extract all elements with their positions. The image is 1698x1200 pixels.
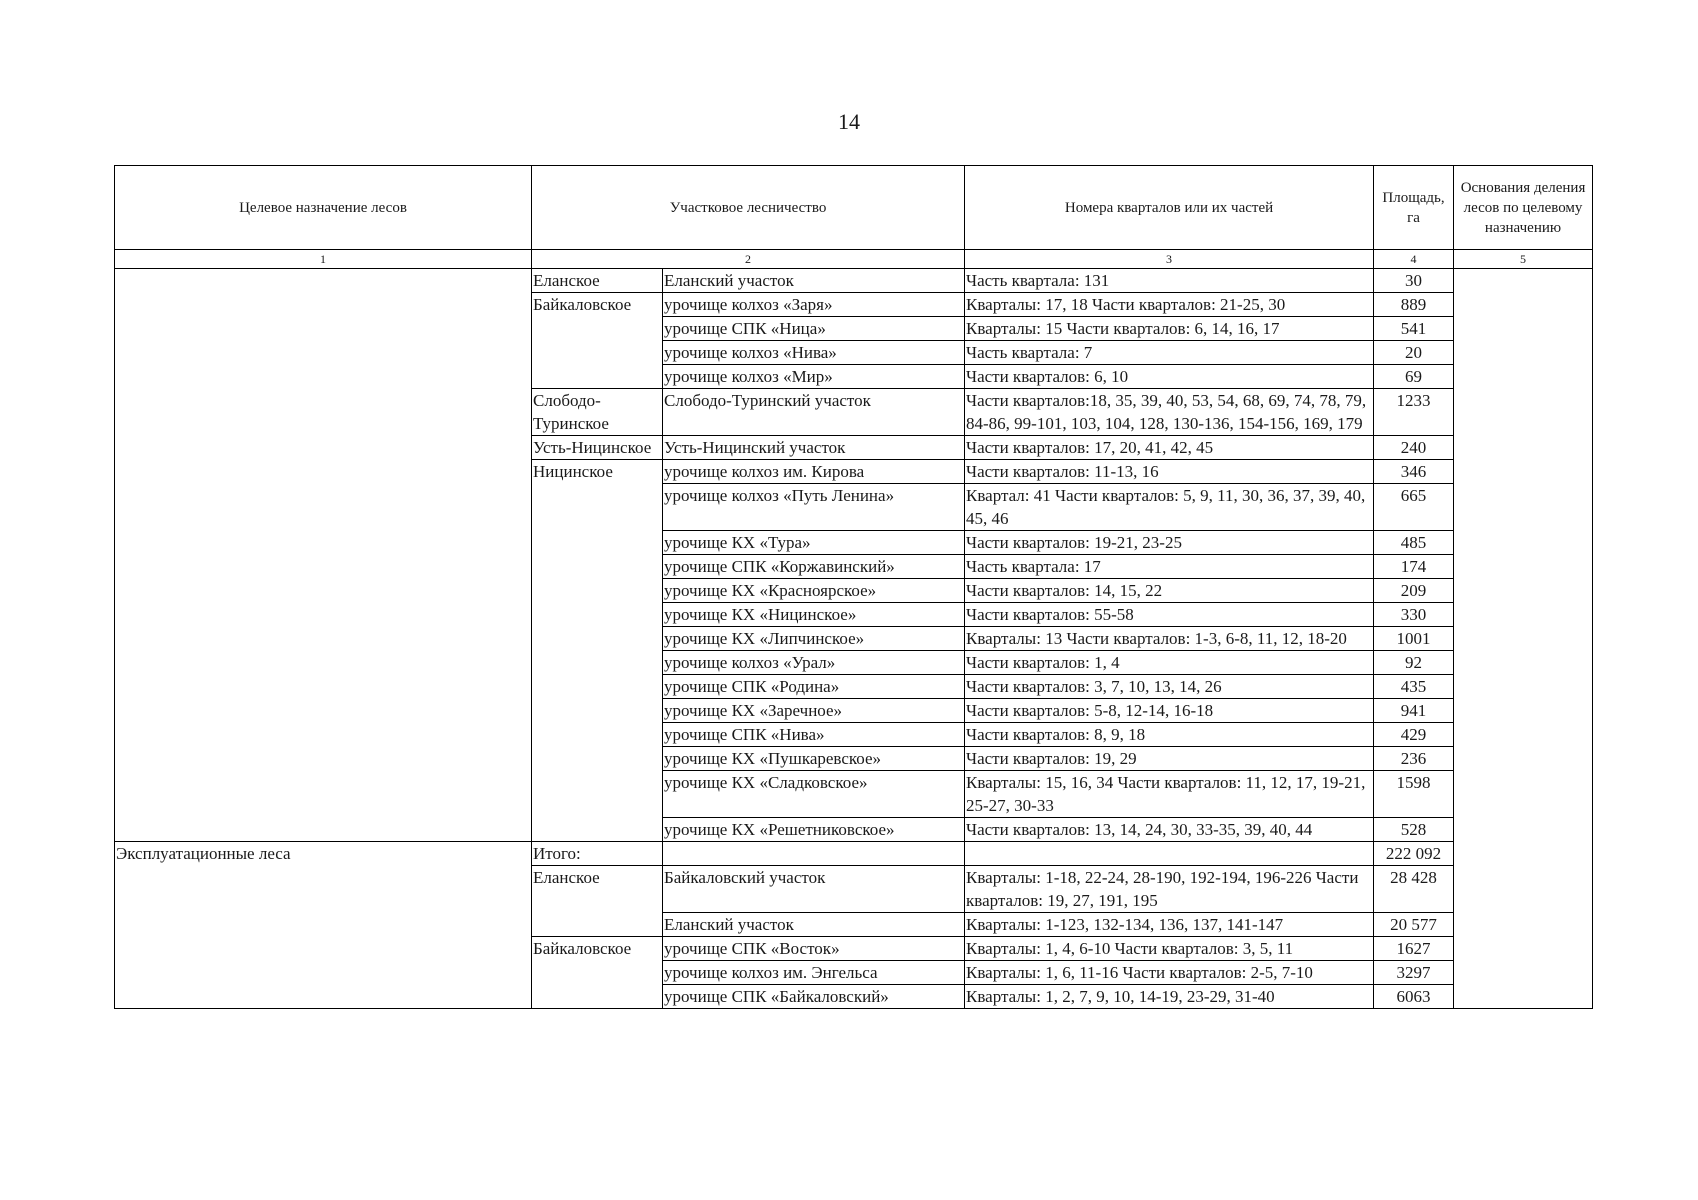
quarters-cell: Кварталы: 1-18, 22-24, 28-190, 192-194, 196-226 Части кварталов: 19, 27, 191, 195 [965, 866, 1374, 913]
column-number: 1 [115, 250, 532, 269]
area-cell: 541 [1374, 317, 1454, 341]
tract-cell: урочище СПК «Восток» [663, 937, 965, 961]
forestry-cell: Байкаловское [532, 937, 663, 1009]
tract-cell [663, 842, 965, 866]
area-cell: 941 [1374, 699, 1454, 723]
forestry-cell: Слободо-Туринское [532, 389, 663, 436]
area-cell: 330 [1374, 603, 1454, 627]
header-forestry: Участковое лесничество [532, 166, 965, 250]
tract-cell: урочище колхоз «Урал» [663, 651, 965, 675]
tract-cell: урочище колхоз «Мир» [663, 365, 965, 389]
quarters-cell: Кварталы: 1, 6, 11-16 Части кварталов: 2-5, 7-10 [965, 961, 1374, 985]
tract-cell: урочище КХ «Заречное» [663, 699, 965, 723]
quarters-cell: Части кварталов: 1, 4 [965, 651, 1374, 675]
area-cell: 174 [1374, 555, 1454, 579]
column-number: 5 [1454, 250, 1593, 269]
quarters-cell: Части кварталов: 11-13, 16 [965, 460, 1374, 484]
forestry-cell: Усть-Ницинское [532, 436, 663, 460]
header-area: Площадь, га [1374, 166, 1454, 250]
tract-cell: урочище СПК «Родина» [663, 675, 965, 699]
area-cell: 665 [1374, 484, 1454, 531]
tract-cell: Слободо-Туринский участок [663, 389, 965, 436]
purpose-cell: Эксплуатационные леса [115, 842, 532, 1009]
page-number: 14 [838, 109, 860, 134]
table-header-row [115, 166, 1593, 250]
area-cell: 1627 [1374, 937, 1454, 961]
tract-cell: урочище колхоз им. Энгельса [663, 961, 965, 985]
area-cell: 429 [1374, 723, 1454, 747]
quarters-cell: Кварталы: 15 Части кварталов: 6, 14, 16, 17 [965, 317, 1374, 341]
quarters-cell: Кварталы: 13 Части кварталов: 1-3, 6-8, 11, 12, 18-20 [965, 627, 1374, 651]
quarters-cell: Части кварталов: 14, 15, 22 [965, 579, 1374, 603]
tract-cell: урочище КХ «Пушкаревское» [663, 747, 965, 771]
column-number: 3 [965, 250, 1374, 269]
area-cell: 30 [1374, 269, 1454, 293]
quarters-cell: Кварталы: 1-123, 132-134, 136, 137, 141-147 [965, 913, 1374, 937]
quarters-cell: Часть квартала: 131 [965, 269, 1374, 293]
quarters-cell: Части кварталов: 17, 20, 41, 42, 45 [965, 436, 1374, 460]
area-cell: 485 [1374, 531, 1454, 555]
tract-cell: урочище СПК «Коржавинский» [663, 555, 965, 579]
area-cell: 3297 [1374, 961, 1454, 985]
tract-cell: урочище колхоз им. Кирова [663, 460, 965, 484]
quarters-cell: Часть квартала: 7 [965, 341, 1374, 365]
area-cell: 1001 [1374, 627, 1454, 651]
tract-cell: урочище КХ «Сладковское» [663, 771, 965, 818]
basis-cell [1454, 269, 1593, 1009]
header-quarters: Номера кварталов или их частей [965, 166, 1374, 250]
quarters-cell: Кварталы: 17, 18 Части кварталов: 21-25, 30 [965, 293, 1374, 317]
quarters-cell: Кварталы: 1, 2, 7, 9, 10, 14-19, 23-29, 31-40 [965, 985, 1374, 1009]
area-cell: 1233 [1374, 389, 1454, 436]
quarters-cell: Части кварталов: 6, 10 [965, 365, 1374, 389]
forestry-cell: Еланское [532, 269, 663, 293]
tract-cell: урочище КХ «Тура» [663, 531, 965, 555]
area-cell: 209 [1374, 579, 1454, 603]
quarters-cell: Части кварталов: 55-58 [965, 603, 1374, 627]
quarters-cell: Часть квартала: 17 [965, 555, 1374, 579]
tract-cell: урочище КХ «Решетниковское» [663, 818, 965, 842]
area-cell: 240 [1374, 436, 1454, 460]
quarters-cell: Части кварталов: 8, 9, 18 [965, 723, 1374, 747]
area-cell: 222 092 [1374, 842, 1454, 866]
forestry-cell: Итого: [532, 842, 663, 866]
area-cell: 20 [1374, 341, 1454, 365]
forestry-cell: Еланское [532, 866, 663, 937]
tract-cell: урочище КХ «Липчинское» [663, 627, 965, 651]
area-cell: 69 [1374, 365, 1454, 389]
tract-cell: Еланский участок [663, 269, 965, 293]
area-cell: 346 [1374, 460, 1454, 484]
quarters-cell: Кварталы: 1, 4, 6-10 Части кварталов: 3, 5, 11 [965, 937, 1374, 961]
forestry-cell: Ницинское [532, 460, 663, 842]
quarters-cell: Квартал: 41 Части кварталов: 5, 9, 11, 30, 36, 37, 39, 40, 45, 46 [965, 484, 1374, 531]
table-row [115, 842, 1593, 866]
area-cell: 28 428 [1374, 866, 1454, 913]
quarters-cell: Части кварталов: 19, 29 [965, 747, 1374, 771]
tract-cell: урочище колхоз «Путь Ленина» [663, 484, 965, 531]
tract-cell: Еланский участок [663, 913, 965, 937]
header-purpose: Целевое назначение лесов [115, 166, 532, 250]
column-number: 4 [1374, 250, 1454, 269]
column-number: 2 [532, 250, 965, 269]
area-cell: 20 577 [1374, 913, 1454, 937]
tract-cell: урочище СПК «Байкаловский» [663, 985, 965, 1009]
tract-cell: Усть-Ницинский участок [663, 436, 965, 460]
tract-cell: Байкаловский участок [663, 866, 965, 913]
tract-cell: урочище КХ «Красноярское» [663, 579, 965, 603]
quarters-cell: Части кварталов: 5-8, 12-14, 16-18 [965, 699, 1374, 723]
area-cell: 6063 [1374, 985, 1454, 1009]
forest-purpose-table [114, 165, 1593, 1009]
area-cell: 889 [1374, 293, 1454, 317]
tract-cell: урочище СПК «Нива» [663, 723, 965, 747]
area-cell: 435 [1374, 675, 1454, 699]
area-cell: 528 [1374, 818, 1454, 842]
area-cell: 236 [1374, 747, 1454, 771]
quarters-cell: Части кварталов:18, 35, 39, 40, 53, 54, 68, 69, 74, 78, 79, 84-86, 99-101, 103, 104, 128, 130-136, 154-156, 169, 179 [965, 389, 1374, 436]
quarters-cell: Части кварталов: 3, 7, 10, 13, 14, 26 [965, 675, 1374, 699]
table-row [115, 269, 1593, 293]
purpose-cell [115, 269, 532, 842]
tract-cell: урочище колхоз «Нива» [663, 341, 965, 365]
quarters-cell: Части кварталов: 19-21, 23-25 [965, 531, 1374, 555]
area-cell: 1598 [1374, 771, 1454, 818]
column-number-row [115, 250, 1593, 269]
forestry-cell: Байкаловское [532, 293, 663, 389]
quarters-cell: Кварталы: 15, 16, 34 Части кварталов: 11, 12, 17, 19-21, 25-27, 30-33 [965, 771, 1374, 818]
quarters-cell: Части кварталов: 13, 14, 24, 30, 33-35, 39, 40, 44 [965, 818, 1374, 842]
header-basis: Основания деления лесов по целевому назначению [1454, 166, 1593, 250]
tract-cell: урочище колхоз «Заря» [663, 293, 965, 317]
tract-cell: урочище СПК «Ница» [663, 317, 965, 341]
area-cell: 92 [1374, 651, 1454, 675]
tract-cell: урочище КХ «Ницинское» [663, 603, 965, 627]
quarters-cell [965, 842, 1374, 866]
